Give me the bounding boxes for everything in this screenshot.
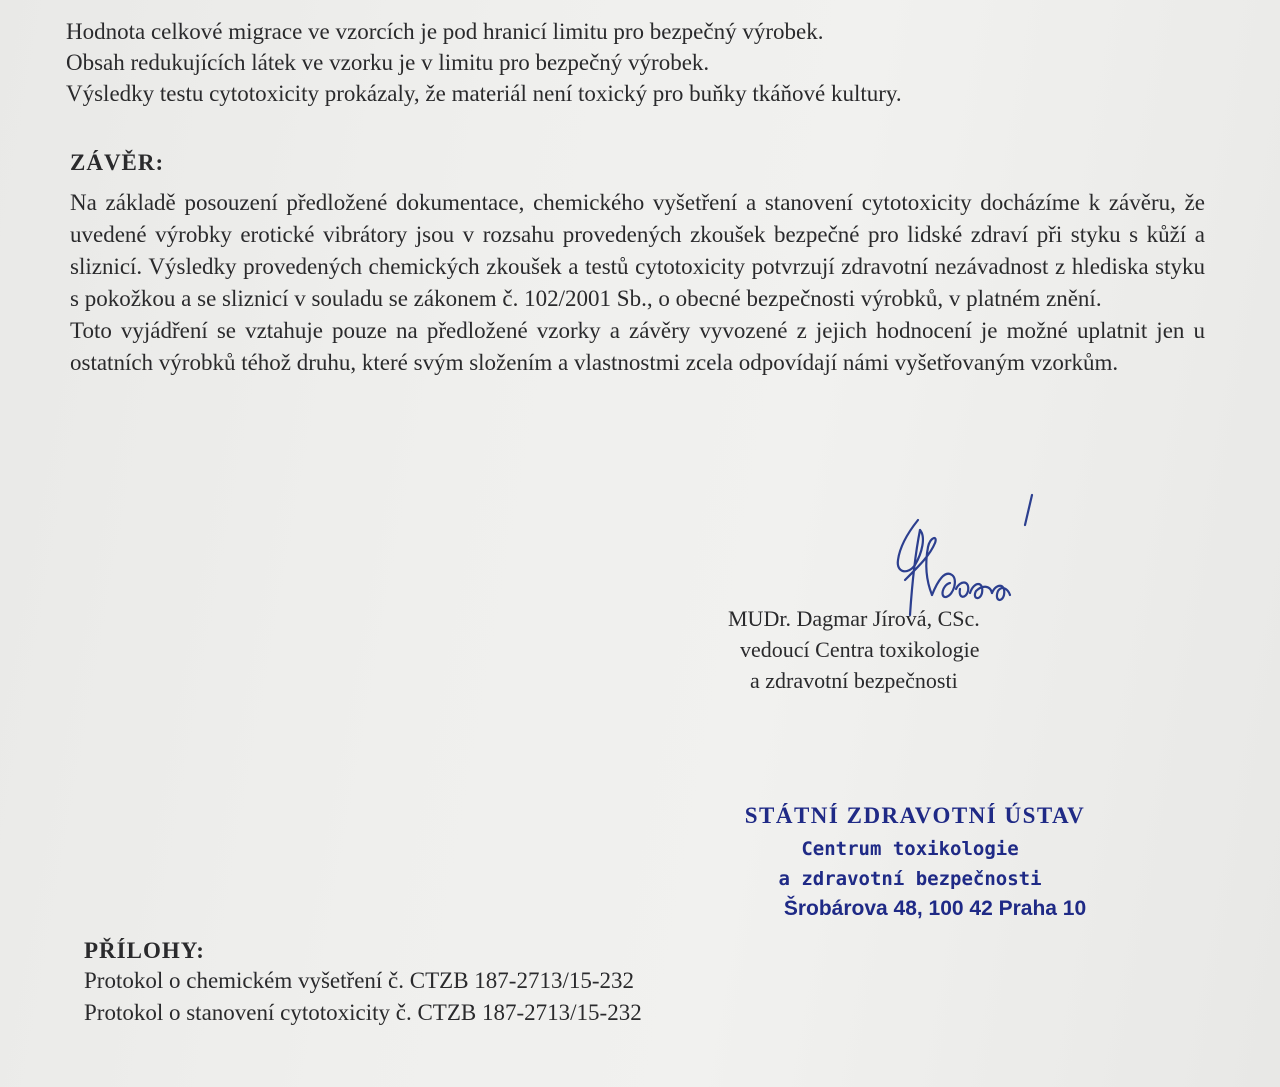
signatory-role: vedoucí Centra toxikologie bbox=[740, 637, 980, 662]
stamp-department: Centrum toxikologie bbox=[801, 838, 1019, 860]
conclusion-paragraph: Na základě posouzení předložené dokumentace, chemického vyšetření a stanovení cytotoxicity docházíme k závěru, že uvedené výrobky erotické vibrátory jsou v rozsahu provedených zkoušek bezpečné pro lidské zdraví při styku s kůží a sliznicí. Výsledky provedených chemických zkoušek a testů cytotoxicity potvrzují zdravotní nezávadnost z hlediska styku s pokožkou a se sliznicí v souladu se zákonem č. 102/2001 Sb., o obecné bezpečnosti výrobků, v platném znění. bbox=[70, 190, 1205, 311]
finding-cytotoxicity: Výsledky testu cytotoxicity prokázaly, že materiál není toxický pro buňky tkáňové kultury. bbox=[66, 81, 902, 106]
stamp-title: STÁTNÍ ZDRAVOTNÍ ÚSTAV bbox=[744, 803, 1086, 828]
attachment-item: Protokol o chemickém vyšetření č. CTZB 187-2713/15-232 bbox=[84, 968, 634, 993]
finding-reducing-substances: Obsah redukujících látek ve vzorku je v limitu pro bezpečný výrobek. bbox=[66, 50, 710, 75]
stamp-address: Šrobárova 48, 100 42 Praha 10 bbox=[783, 897, 1087, 920]
institution-stamp bbox=[700, 798, 1120, 924]
attachments-heading: PŘÍLOHY: bbox=[84, 938, 205, 963]
findings-block bbox=[66, 16, 1186, 109]
signatory-role: a zdravotní bezpečnosti bbox=[750, 668, 958, 693]
signatory-block bbox=[728, 603, 980, 696]
attachment-item: Protokol o stanovení cytotoxicity č. CTZB 187-2713/15-232 bbox=[84, 1000, 642, 1025]
attachments-list bbox=[84, 965, 642, 1029]
finding-migration: Hodnota celkové migrace ve vzorcích je pod hranicí limitu pro bezpečný výrobek. bbox=[66, 19, 824, 44]
conclusion-heading: ZÁVĚR: bbox=[70, 150, 165, 175]
conclusion-paragraph: Toto vyjádření se vztahuje pouze na předložené vzorky a závěry vyvozené z jejich hodnocení je možné uplatnit jen u ostatních výrobků téhož druhu, které svým složením a vlastnostmi zcela odpovídají námi vyšetřovaným vzorkům. bbox=[70, 318, 1205, 375]
signatory-name: MUDr. Dagmar Jírová, CSc. bbox=[728, 606, 980, 631]
stamp-department: a zdravotní bezpečnosti bbox=[778, 868, 1042, 890]
conclusion-body bbox=[70, 187, 1205, 379]
